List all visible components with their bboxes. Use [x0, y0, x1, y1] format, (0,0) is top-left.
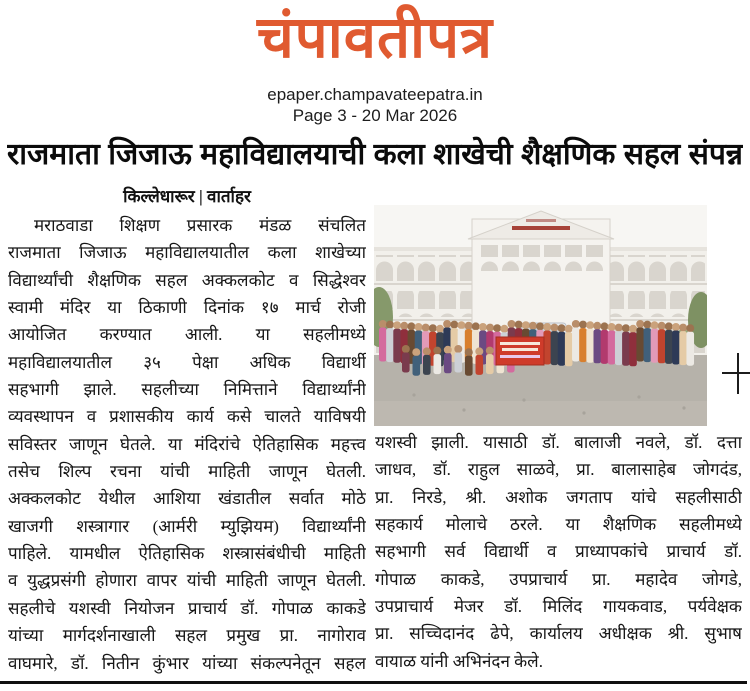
- body-text-line: विद्यार्थ्यांची शैक्षणिक सहल अक्कलकोट व सिद्धेश्वर: [8, 270, 366, 290]
- body-text-line: उपप्राचार्य मेजर डॉ. मिलिंद गायकवाड, पर्यवेक्षक: [375, 597, 742, 617]
- article-left-column: [8, 212, 366, 678]
- body-text-line: यांच्या मार्गदर्शनाखाली सहल प्रमुख प्रा. नागोराव: [8, 626, 366, 646]
- body-text-line: राजमाता जिजाऊ महाविद्यालयातील कला शाखेच्या: [8, 243, 366, 263]
- body-text-line: व युद्धप्रसंगी होणारा वापर यांची माहिती जाणून घेतली.: [8, 571, 366, 591]
- article-headline: राजमाता जिजाऊ महाविद्यालयाची कला शाखेची शैक्षणिक सहल संपन्न: [7, 138, 743, 171]
- body-text-line: खाजगी शस्त्रागार (आर्मरी म्युझियम) विद्यार्थ्यांनी: [8, 516, 366, 536]
- body-text-line: प्रा. सच्चिदानंद ढेपे, कार्यालय अधीक्षक श्री. सुभाष: [375, 624, 742, 644]
- body-text-line: प्रा. निरडे, श्री. अशोक जगताप यांचे सहलीसाठी: [375, 487, 742, 507]
- body-text-line: स्वामी मंदिर या ठिकाणी दिनांक १७ मार्च रोजी: [8, 298, 366, 318]
- newspaper-masthead-title: चंपावतीपत्र: [256, 5, 494, 70]
- body-text-line: वाघमारे, डॉ. नितीन कुंभार यांच्या संकल्पनेतून सहल: [8, 653, 366, 673]
- article-right-column: [375, 429, 742, 679]
- body-text-line: वायाळ यांनी अभिनंदन केले.: [375, 651, 543, 671]
- crop-mark-icon: [737, 353, 739, 394]
- body-text-line: सहकार्य मोलाचे ठरले. या शैक्षणिक सहलीमध्ये: [375, 515, 742, 535]
- body-text-line: जाधव, डॉ. राहुल साळवे, प्रा. बालासाहेब जोगदंड,: [375, 460, 742, 480]
- group-photo-illustration: [374, 205, 707, 426]
- page-number-date: Page 3 - 20 Mar 2026: [292, 106, 458, 125]
- body-text-line: मराठवाडा शिक्षण प्रसारक मंडळ संचलित: [34, 216, 366, 235]
- body-text-line: गोपाळ काकडे, उपप्राचार्य प्रा. महादेव जोगडे,: [375, 569, 742, 589]
- red-banner: [496, 337, 544, 365]
- body-text-line: सहभागी सर्व विद्यार्थी व प्राध्यापकांचे प्राचार्य डॉ.: [375, 542, 742, 562]
- body-text-line: पाहिले. यामधील ऐतिहासिक शस्त्रासंबंधीची माहिती: [8, 544, 366, 564]
- article-byline: किल्लेधारूर | वार्ताहर: [123, 187, 251, 206]
- body-text-line: सविस्तर जाणून घेतले. या मंदिरांचे ऐतिहासिक महत्त्व: [8, 434, 366, 454]
- body-text-line: अक्कलकोट येथील आशिया खंडातील सर्वात मोठे: [8, 489, 366, 509]
- epaper-website-url: epaper.champavateepatra.in: [267, 85, 483, 104]
- article-photo: [374, 205, 707, 426]
- crop-mark-icon: [722, 372, 750, 374]
- body-text-line: व्यवस्थापन व प्रशासकीय कार्य कसे चालते याविषयी: [8, 407, 366, 427]
- body-text-line: महाविद्यालयातील ३५ पेक्षा अधिक विद्यार्थी: [8, 352, 366, 372]
- body-text-line: तसेच शिल्प रचना यांची माहिती जाणून घेतली.: [8, 462, 366, 482]
- body-text-line: सहलीचे यशस्वी नियोजन प्राचार्य डॉ. गोपाळ काकडे: [8, 598, 366, 618]
- bottom-divider-rule: [0, 681, 747, 684]
- body-text-line: यशस्वी झाली. यासाठी डॉ. बालाजी नवले, डॉ. दत्ता: [375, 433, 742, 452]
- body-text-line: आयोजित करण्यात आली. या सहलीमध्ये: [8, 325, 366, 345]
- body-text-line: सहभागी झाले. सहलीच्या निमित्ताने विद्यार्थ्यांनी: [8, 380, 366, 400]
